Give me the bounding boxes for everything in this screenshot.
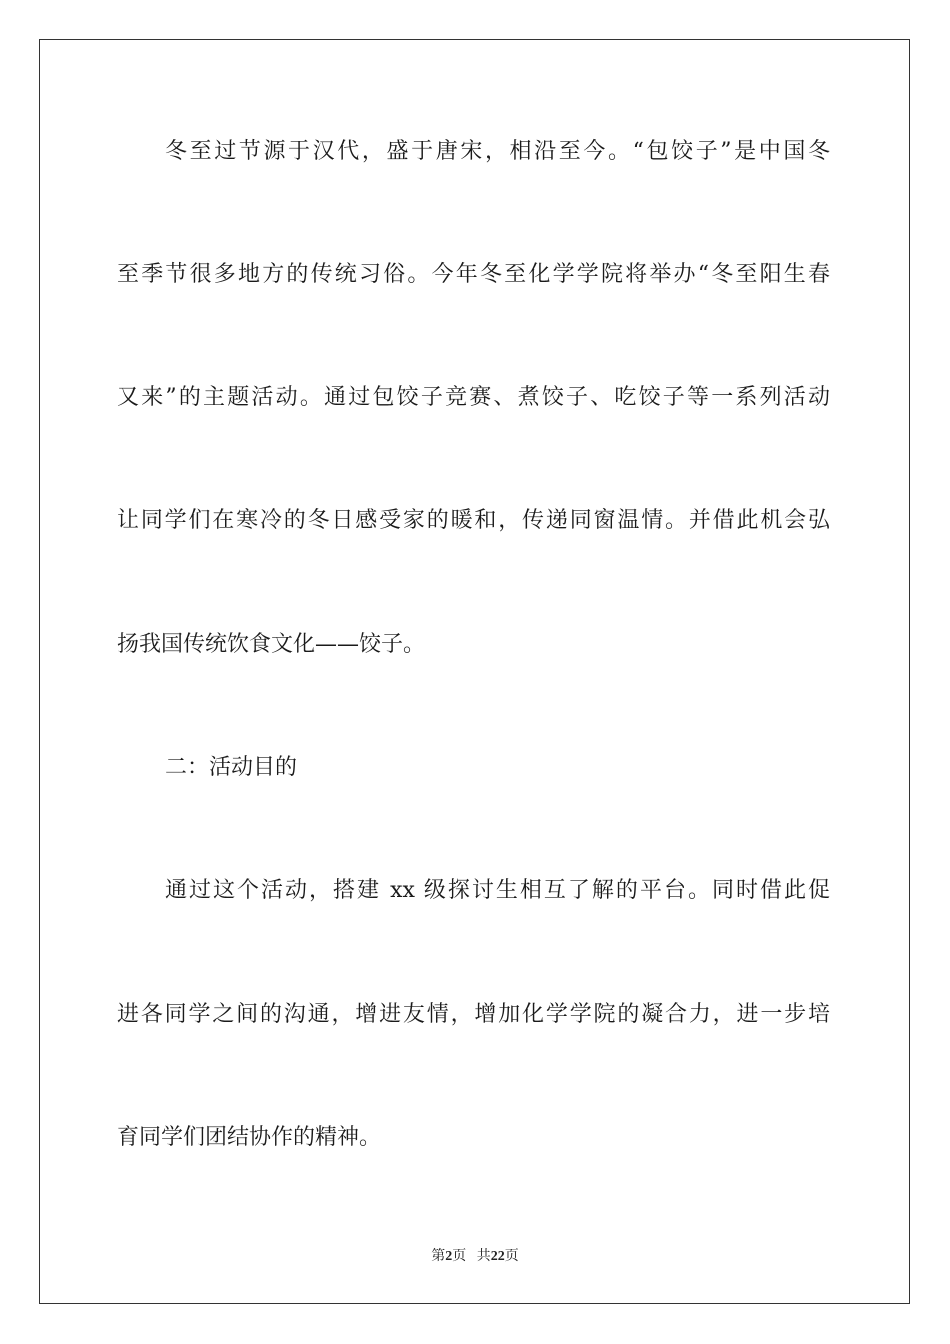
page-prefix: 第: [431, 1249, 446, 1264]
paragraph-line: 又来”的主题活动。通过包饺子竞赛、煮饺子、吃饺子等一系列活动: [117, 385, 830, 410]
total-pages: 22: [490, 1249, 505, 1264]
paragraph-line: 进各同学之间的沟通，增进友情，增加化学学院的凝合力，进一步培: [117, 1002, 830, 1027]
paragraph-line: 至季节很多地方的传统习俗。今年冬至化学学院将举办“冬至阳生春: [117, 262, 830, 287]
page-suffix: 页: [452, 1249, 467, 1264]
page-footer: [0, 1248, 950, 1266]
paragraph-line: 扬我国传统饮食文化——饺子。: [117, 632, 426, 657]
page-border: [39, 39, 910, 1304]
paragraph-line: 让同学们在寒冷的冬日感受家的暖和，传递同窗温情。并借此机会弘: [117, 508, 830, 533]
page-number: 2: [445, 1249, 453, 1264]
paragraph-line: 育同学们团结协作的精神。: [117, 1125, 382, 1150]
paragraph-line: 通过这个活动，搭建 xx 级探讨生相互了解的平台。同时借此促: [165, 878, 830, 903]
total-prefix: 共: [476, 1249, 491, 1264]
total-suffix: 页: [504, 1249, 519, 1264]
paragraph-line: 冬至过节源于汉代，盛于唐宋，相沿至今。“包饺子”是中国冬: [165, 139, 830, 164]
section-heading-activity-purpose: 二：活动目的: [165, 755, 298, 780]
